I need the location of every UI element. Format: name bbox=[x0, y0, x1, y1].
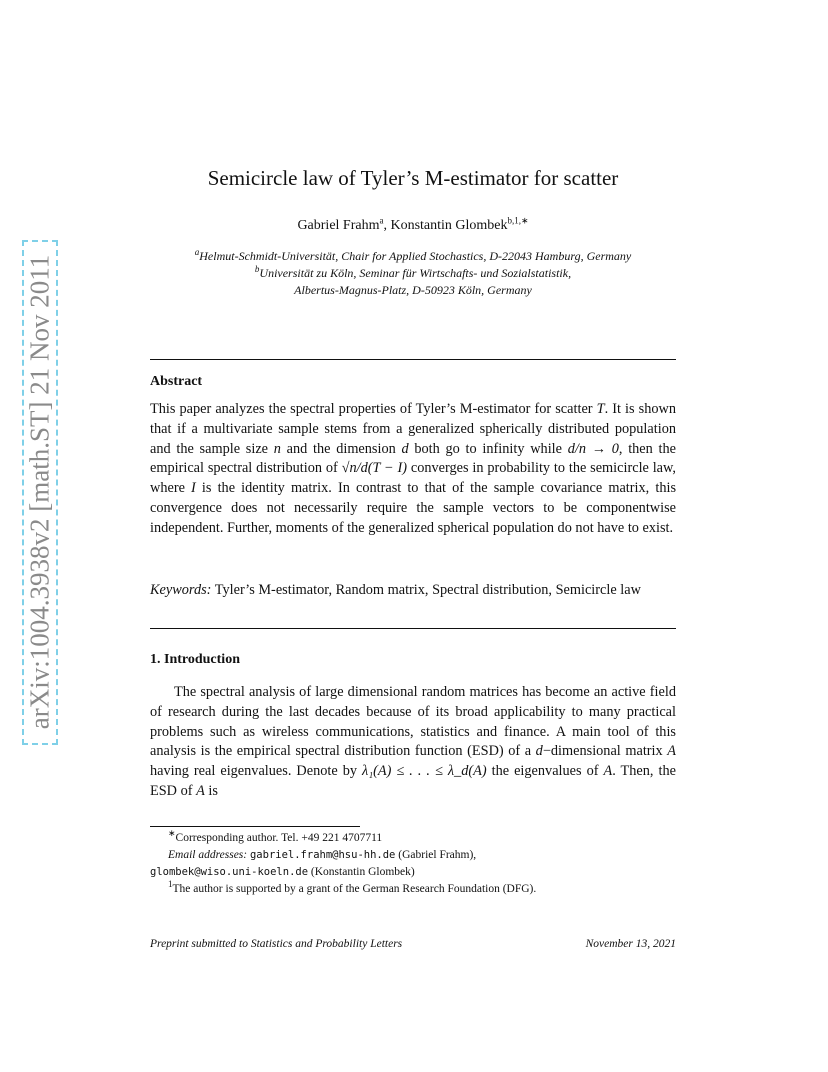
intro-paragraph: The spectral analysis of large dimensional random matrices has become an active field of research during the last decades because of its broad applicability to many practical problems such as wireless communications, statistics and finance. A main tool of this analysis is the empirical spectral distribution function (ESD) of a d−dimensional matrix A having real eigenvalues. Denote by λ₁(A) ≤ . . . ≤ λ_d(A) the eigenvalues of A. Then, the ESD of A is bbox=[150, 684, 676, 799]
footnotes bbox=[150, 830, 676, 898]
footer-journal: Preprint submitted to Statistics and Probability Letters bbox=[150, 938, 403, 950]
author-affil-mark: b,1,∗ bbox=[507, 215, 529, 226]
section-heading: 1. Introduction bbox=[150, 652, 240, 667]
author-affil-mark: a bbox=[379, 215, 384, 226]
author-name: Gabriel Frahm bbox=[297, 218, 380, 233]
author-name: Konstantin Glombek bbox=[390, 218, 508, 233]
keywords-text: Tyler’s M-estimator, Random matrix, Spectral distribution, Semicircle law bbox=[211, 582, 641, 598]
affiliations bbox=[160, 248, 666, 299]
sqrt-expression: √n/d(T − I) bbox=[341, 460, 408, 477]
abstract-top-rule bbox=[150, 359, 676, 360]
keywords bbox=[150, 581, 676, 601]
author-list: Gabriel Frahm$^a$, Konstantin Glombek$^{b,1,∗}$ bbox=[297, 215, 529, 233]
footer-date: November 13, 2021 bbox=[585, 938, 676, 950]
footnote-corresponding: ∗Corresponding author. Tel. +49 221 4707711 bbox=[168, 828, 383, 844]
email-link[interactable]: glombek@wiso.uni-koeln.de bbox=[150, 866, 309, 878]
footnote-emails-cont: glombek@wiso.uni-koeln.de (Konstantin Glombek) bbox=[150, 866, 415, 878]
keywords-label: Keywords: bbox=[150, 582, 212, 598]
paper-title: Semicircle law of Tyler’s M-estimator for scatter bbox=[207, 166, 619, 190]
abstract-body: This paper analyzes the spectral properties of Tyler’s M-estimator for scatter T. It is shown that if a multivariate sample stems from a generalized spherically distributed population and the sample size n and the dimension d both go to infinity while d/n → 0, then the empirical spectral distribution of √n/d(T − I) converges in probability to the semicircle law, where I is the identity matrix. In contrast to that of the sample covariance matrix, this convergence does not necessarily require the sample vectors to be componentwise independent. Further, moments of the generalized spherical population do not have to exist. bbox=[150, 401, 677, 536]
footnote-emails: Email addresses: gabriel.frahm@hsu-hh.de (Gabriel Frahm), bbox=[168, 849, 477, 861]
footnote-funding: $^1$The author is supported by a grant of the German Research Foundation (DFG). bbox=[168, 879, 537, 895]
arxiv-stamp[interactable]: arXiv:1004.3938v2 [math.ST] 21 Nov 2011 bbox=[24, 254, 55, 730]
footnote-rule bbox=[150, 826, 360, 827]
affiliation-b: $^b$Universität zu Köln, Seminar für Wirtschafts- und Sozialstatistik, Albertus-Magnus-Platz, D-50923 Köln, Germany bbox=[254, 264, 572, 297]
abstract-bottom-rule bbox=[150, 628, 676, 629]
abstract-heading: Abstract bbox=[150, 374, 203, 389]
affiliation-a: $^a$Helmut-Schmidt-Universität, Chair for Applied Stochastics, D-22043 Hamburg, Germany bbox=[194, 247, 632, 263]
email-link[interactable]: gabriel.frahm@hsu-hh.de bbox=[249, 849, 396, 861]
